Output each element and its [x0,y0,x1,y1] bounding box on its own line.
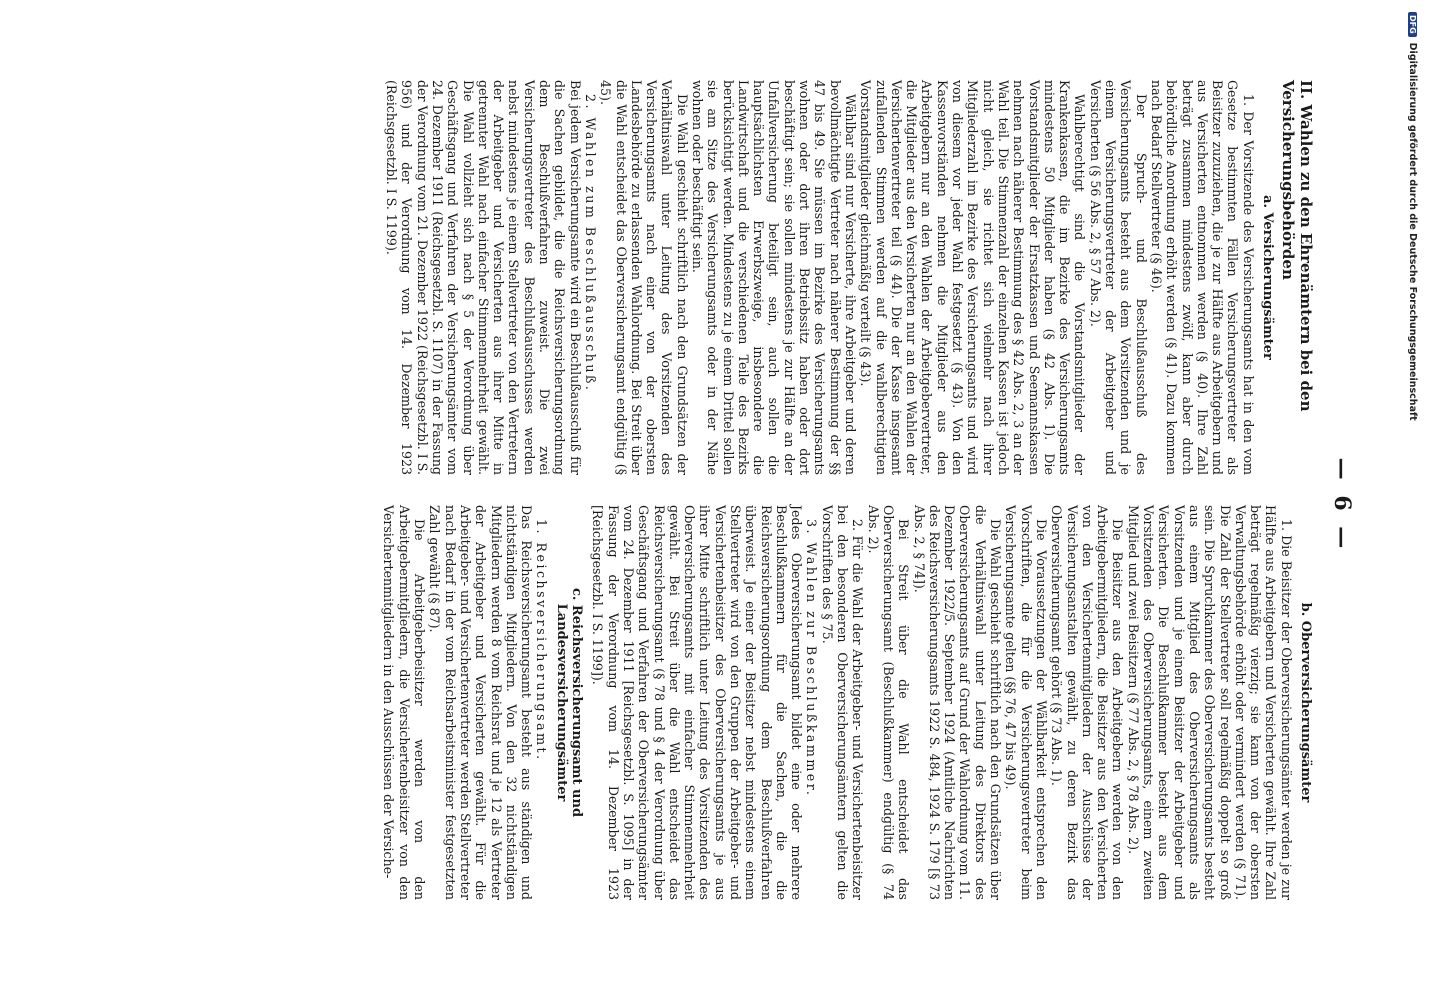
paragraph: Der Spruch- und Beschlußausschuß des Versicherungsamts besteht aus dem Vorsitzenden und je einem Versicherungsvertreter der Arbeitgeber und Versicherten (§ 56 Abs. 2, § 57 Abs. 2). [1087,80,1149,475]
left-column [384,80,1315,475]
subsection-heading-b: b. Oberversicherungsämter [1298,602,1313,803]
paragraph: Wahlberechtigt sind die Vorstandsmitglieder der Krankenkassen, die im Bezirke des Versicherungsamts mindestens 50 Mitglieder haben (§ 42 Abs. 1). Die Vorstandsmitglieder der Ersatzkassen und Seemannskassen nehmen nach näherer Bestimmung des § 42 Abs. 2, 3 an der Wahl teil. Die Stimmenzahl der einzelnen Kassen ist jedoch nicht gleich, sie richtet sich vielmehr nach ihrer Mitgliederzahl im Bezirke des Versicherungsamts und wird von diesem vor jeder Wahl festgesetzt (§ 43). Von den Kassenvorständen nehmen die Mitglieder aus den Arbeitgebern nur an den Wahlen der Arbeitgebervertreter, die Mitglieder aus den Versicherten nur an den Wahlen der Versichertenvertreter teil (§ 44). Die der Kasse insgesamt zufallenden Stimmen werden auf die wahlberechtigten Vorstandsmitglieder gleichmäßig verteilt (§ 43). [858,80,1088,475]
paragraph-lead: 2. Wahlen zum Beschlußausschuß. [582,94,598,393]
paragraph-lead: 3. Wahlen zur Beschlußkammer. [804,519,820,798]
paragraph: Das Reichsversicherungsamt besteht aus ständigen und nichtständigen Mitgliedern. Von den 32 nichtständigen Mitgliedern werden 8 vom Reichsrat und je 12 als Vertreter der Arbeitgeber und Versicherten gewählt. Für die Arbeitgeber- und Versichertenvertreter werden Stellvertreter nach Bedarf in der vom Reichsarbeitsminister festgesetzten Zahl gewählt (§ 87). [427,505,535,900]
paragraph: Die Arbeitgeberbeisitzer werden von den Arbeitgebermitgliedern, die Versichertenbeisitzer von den Versichertenmitgliedern in den Ausschüssen der Versiche- [381,505,428,900]
paragraph: Die Wahl geschieht schriftlich nach den Grundsätzen der Verhältniswahl unter Leitung des Vorsitzenden des Versicherungsamts nach einer von der obersten Landesbehörde zu erlassenden Wahlordnung. Bei Streit über die Wahl entscheidet das Oberversicherungsamt endgültig (§ 45). [598,80,690,475]
dfg-logo: DFG [1408,12,1417,37]
paragraph: Die Wahl geschieht schriftlich nach den Grundsätzen über die Verhältniswahl unter Leitung des Direktors des Oberversicherungsamts auf Grund der Wahlordnung vom 11. Dezember 1922/5. September 1924 (Amtliche Nachrichten des Reichsversicherungsamts 1922 S. 484, 1924 S. 179 [§ 73 Abs. 2, § 74]). [911,505,1004,900]
paragraph: Die Voraussetzungen der Wählbarkeit entsprechen den Vorschriften, die für die Versicherungsvertreter beim Versicherungsamte gelten (§§ 76, 47 bis 49). [1003,505,1049,900]
right-column [381,505,1315,900]
subsection-heading-c: c. Reichsversicherungsamt und Landesversicherungsämter [553,587,585,818]
paragraph: Jedes Oberversicherungsamt bildet eine oder mehrere Beschlußkammern für die Sachen, die die Reichsversicherungsordnung dem Beschlußverfahren überweist. Je einer der Beisitzer nebst mindestens einem Stellvertreter wird von den Gruppen der Arbeitgeber- und Versichertenbeisitzer des Oberversicherungsamts je aus ihrer Mitte schriftlich unter Leitung des Vorsitzenden des Oberversicherungsamts mit einfacher Stimmenmehrheit gewählt. Bei Streit über die Wahl entscheidet das Reichsversicherungsamt (§ 78 und § 4 der Verordnung über Geschäftsgang und Verfahren der Oberversicherungsämter vom 24. Dezember 1911 [Reichsgesetzbl. S. 1095] in der Fassung der Verordnung vom 14. Dezember 1923 [Reichsgesetzbl. I S. 1199]). [590,505,805,900]
paragraph-lead: 1. Reichsversicherungsamt. [534,519,550,762]
page-number: — 6 — [1329,457,1355,553]
paragraph: Wählbar sind nur Versicherte, ihre Arbeitgeber und deren bevollmächtigte Vertreter nach näherer Bestimmung der §§ 47 bis 49. Sie müssen im Bezirke des Versicherungsamts wohnen oder dort ihren Betriebssitz haben oder dort beschäftigt sein; sie sollen mindestens je zur Hälfte an der Unfallversicherung beteiligt sein, auch sollen die hauptsächlichsten Erwerbszweige, insbesondere die Landwirtschaft und die verschiedenen Teile des Bezirks berücksichtigt werden. Mindestens zu je einem Drittel sollen sie am Sitze des Versicherungsamts oder in der Nähe wohnen oder beschäftigt sein. [690,80,858,475]
digitization-credit-text: Digitalisierung gefördert durch die Deutsche Forschungsgemeinschaft [1407,42,1418,421]
paragraph: 1. Der Vorsitzende des Versicherungsamts hat in den vom Gesetze bestimmten Fällen Versicherungsvertreter als Beisitzer zuzuziehen, die je zur Hälfte aus Arbeitgebern und aus Versicherten entnommen werden (§ 40). Ihre Zahl beträgt zusammen mindestens zwölf, kann aber durch behördliche Anordnung erhöht werden (§ 41). Dazu kommen nach Bedarf Stellvertreter (§ 46). [1148,80,1256,475]
paragraph: 1. Die Beisitzer der Oberversicherungsämter werden je zur Hälfte aus Arbeitgebern und Versicherten gewählt. Ihre Zahl beträgt regelmäßig vierzig; sie kann von der obersten Verwaltungsbehörde erhöht oder vermindert werden (§ 71). Die Zahl der Stellvertreter soll regelmäßig doppelt so groß sein. Die Spruchkammer des Oberversicherungsamts besteht aus einem Mitglied des Oberversicherungsamts als Vorsitzenden und je einem Beisitzer der Arbeitgeber und Versicherten. Die Beschlußkammer besteht aus dem Vorsitzenden des Oberversicherungsamts, einem zweiten Mitglied und zwei Beisitzern (§ 77 Abs. 2, § 78 Abs. 2). [1125,505,1294,900]
rotated-document-page [95,80,1355,930]
digitization-credit [1407,12,1418,432]
subsection-heading-a: a. Versicherungsämter [1260,195,1275,360]
paragraph: Bei jedem Versicherungsamte wird ein Beschlußausschuß für die Sachen gebildet, die die Reichsversicherungsordnung dem Beschlußverfahren zuweist. Die zwei Versicherungsvertreter des Beschlußausschusses werden nebst mindestens je einem Stellvertreter von den Vertretern der Arbeitgeber und Versicherten aus ihrer Mitte in getrennter Wahl nach einfacher Stimmenmehrheit gewählt. Die Wahl vollzieht sich nach § 5 der Verordnung über Geschäftsgang und Verfahren der Versicherungsämter vom 24. Dezember 1911 (Reichsgesetzbl. S. 1107) in der Fassung der Verordnung vom 21. Dezember 1922 (Reichsgesetzbl. I S. 956) und der Verordnung vom 14. Dezember 1923 (Reichsgesetzbl. I S. 1199). [384,80,583,475]
paragraph: Bei Streit über die Wahl entscheidet das Oberversicherungsamt (Beschlußkammer) endgültig (§ 74 Abs. 2). [865,505,912,900]
paragraph: Die Beisitzer aus den Arbeitgebern werden von den Arbeitgebermitgliedern, die Beisitzer aus den Versicherten von den Versichertenmitgliedern der Ausschüsse der Versicherungsanstalten gewählt, zu deren Bezirk das Oberversicherungsamt gehört (§ 73 Abs. 1). [1049,505,1126,900]
section-heading: II. Wahlen zu den Ehrenämtern bei den Versicherungsbehörden [1279,80,1315,412]
paragraph: 2. Für die Wahl der Arbeitgeber- und Versichertenbeisitzer bei den besonderen Oberversicherungsämtern gelten die Vorschriften des § 75. [819,505,866,900]
